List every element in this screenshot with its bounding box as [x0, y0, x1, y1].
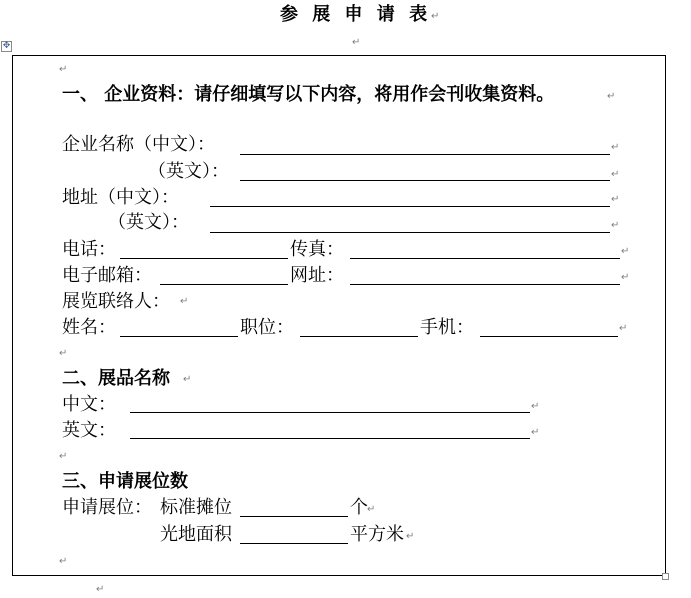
phone-label: 电话： — [62, 239, 116, 260]
standard-booth-label: 标准摊位 — [160, 497, 232, 518]
paragraph-mark-icon — [59, 556, 69, 568]
paragraph-mark-icon — [367, 504, 377, 516]
company-name-en-label: （英文）： — [148, 161, 229, 182]
phone-field[interactable] — [120, 240, 288, 259]
website-label: 网址： — [290, 265, 344, 286]
standard-booth-unit: 个 — [350, 497, 368, 518]
booth-label: 申请展位： — [62, 497, 152, 518]
name-field[interactable] — [120, 318, 238, 337]
paragraph-mark-icon — [611, 220, 621, 232]
company-name-cn-field[interactable] — [240, 136, 610, 155]
form-title: 参 展 申 请 表 — [280, 4, 432, 25]
table-move-handle-icon[interactable] — [1, 41, 12, 52]
table-resize-handle[interactable] — [662, 573, 669, 580]
paragraph-mark-icon — [619, 323, 629, 335]
paragraph-mark-icon — [531, 401, 541, 413]
company-name-cn-label: 企业名称（中文）： — [62, 134, 215, 155]
position-label: 职位： — [240, 317, 294, 338]
position-field[interactable] — [300, 318, 418, 337]
paragraph-mark-icon — [431, 11, 441, 23]
paragraph-mark-icon — [59, 451, 69, 463]
paragraph-mark-icon — [531, 427, 541, 439]
address-en-field[interactable] — [210, 214, 610, 233]
section2-heading: 二、展品名称 — [62, 368, 170, 389]
paragraph-mark-icon — [611, 169, 621, 181]
address-cn-field[interactable] — [210, 188, 610, 207]
exhibit-cn-label: 中文： — [62, 394, 116, 415]
paragraph-mark-icon — [621, 272, 631, 284]
paragraph-mark-icon — [406, 531, 416, 543]
paragraph-mark-icon — [352, 37, 362, 49]
exhibit-en-label: 英文： — [62, 420, 116, 441]
paragraph-mark-icon — [96, 584, 106, 596]
section3-heading: 三、申请展位数 — [62, 471, 188, 492]
mobile-label: 手机： — [420, 317, 474, 338]
paragraph-mark-icon — [611, 194, 621, 206]
exhibit-cn-field[interactable] — [130, 394, 530, 413]
section1-heading: 一、 企业资料：请仔细填写以下内容，将用作会刊收集资料。 — [62, 84, 555, 105]
website-field[interactable] — [350, 266, 620, 285]
paragraph-mark-icon — [621, 246, 631, 258]
paragraph-mark-icon — [611, 142, 621, 154]
paragraph-mark-icon — [59, 348, 69, 360]
email-label: 电子邮箱： — [62, 265, 152, 286]
paragraph-mark-icon — [607, 91, 617, 103]
fax-field[interactable] — [350, 240, 620, 259]
paragraph-mark-icon — [180, 296, 190, 308]
paragraph-mark-icon — [183, 374, 193, 386]
mobile-field[interactable] — [480, 318, 618, 337]
raw-space-unit: 平方米 — [350, 524, 404, 545]
address-cn-label: 地址（中文）： — [62, 187, 179, 208]
contact-person-label: 展览联络人： — [62, 291, 170, 312]
company-name-en-field[interactable] — [240, 162, 610, 181]
exhibit-en-field[interactable] — [130, 420, 530, 439]
standard-booth-field[interactable] — [240, 498, 348, 517]
address-en-label: （英文）： — [108, 212, 189, 233]
raw-space-field[interactable] — [240, 525, 348, 544]
raw-space-label: 光地面积 — [160, 524, 232, 545]
paragraph-mark-icon — [59, 64, 69, 76]
email-field[interactable] — [160, 266, 288, 285]
fax-label: 传真： — [290, 239, 344, 260]
name-label: 姓名： — [62, 317, 116, 338]
